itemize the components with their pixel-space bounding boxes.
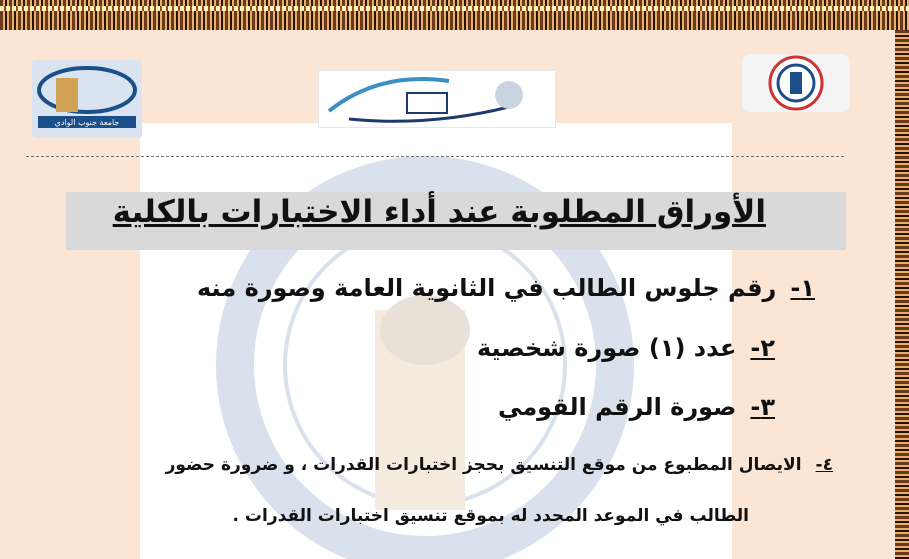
requirement-text: صورة الرقم القومي — [498, 393, 737, 421]
requirement-number: ١- — [790, 274, 815, 302]
requirement-text: الايصال المطبوع من موقع التنسيق بحجز اختبارات القدرات ، و ضرورة حضور — [165, 455, 802, 475]
university-logo — [32, 60, 142, 138]
decorative-top-border — [0, 0, 909, 30]
university-logo-caption: جامعة جنوب الوادي — [54, 118, 120, 127]
requirement-item-4-continuation: الطالب في الموعد المحدد له بموقع تنسيق اختبارات القدرات . — [232, 506, 749, 526]
requirement-text: عدد (١) صورة شخصية — [477, 334, 737, 362]
requirement-item-4 — [166, 455, 833, 475]
page-title: الأوراق المطلوبة عند أداء الاختبارات بالكلية — [112, 194, 766, 230]
faculty-logo-right — [742, 54, 850, 112]
requirement-item-3 — [498, 393, 775, 421]
requirement-item-1 — [197, 274, 815, 302]
requirement-number: ٢- — [750, 334, 775, 362]
requirement-item-2 — [477, 334, 775, 362]
requirement-number: ٣- — [750, 393, 775, 421]
decorative-right-border — [895, 30, 909, 559]
requirement-number: ٤- — [815, 455, 833, 475]
faculty-emblem — [318, 70, 556, 128]
requirement-text: رقم جلوس الطالب في الثانوية العامة وصورة منه — [197, 274, 777, 302]
header-divider — [26, 156, 844, 157]
